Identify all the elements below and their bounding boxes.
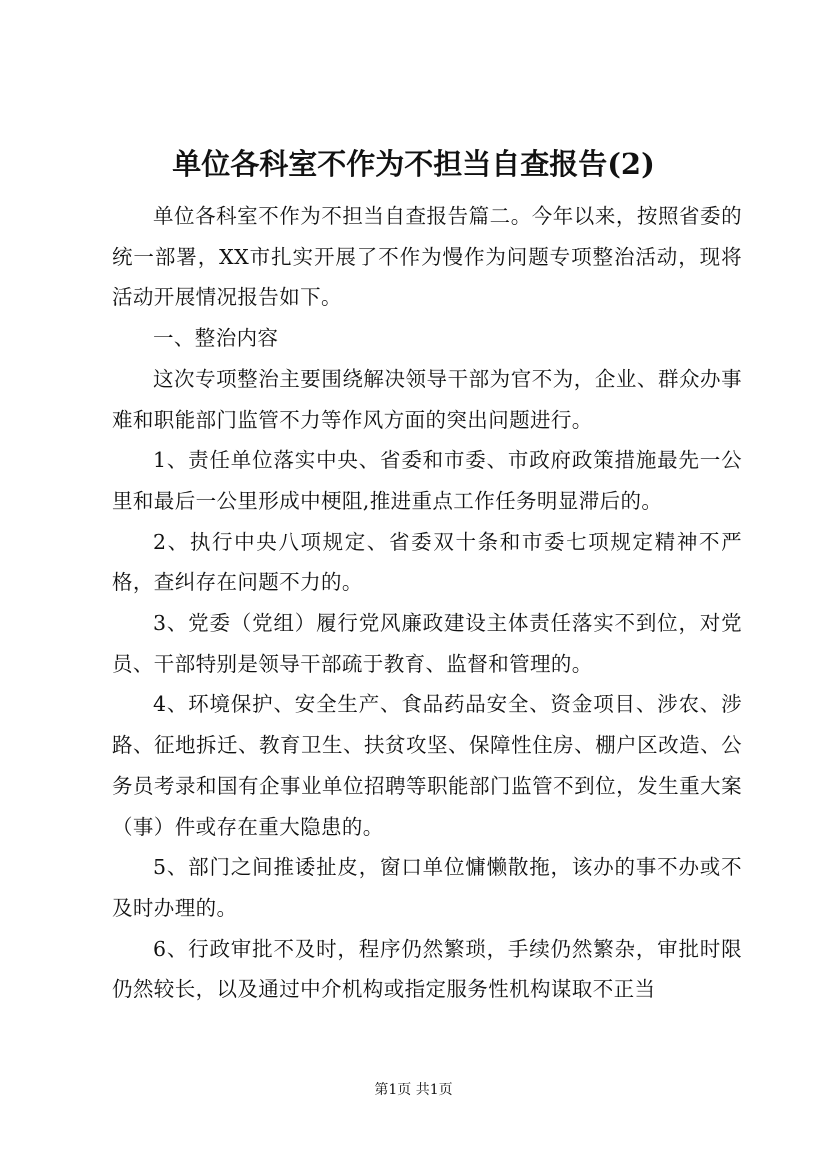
page-number-footer: 第1页 共1页 [374,1082,453,1098]
paragraph-item-5: 5、部门之间推诿扯皮，窗口单位慵懒散拖，该办的事不办或不及时办理的。 [112,855,742,920]
paragraph-overview: 这次专项整治主要围绕解决领导干部为官不为，企业、群众办事难和职能部门监管不力等作风方面的突出问题进行。 [112,366,742,432]
paragraph-item-1: 1、责任单位落实中央、省委和市委、市政府政策措施最先一公里和最后一公里形成中梗阻,推进重点工作任务明显滞后的。 [112,448,742,513]
paragraph-item-4: 4、环境保护、安全生产、食品药品安全、资金项目、涉农、涉路、征地拆迁、教育卫生、扶贫攻坚、保障性住房、棚户区改造、公务员考录和国有企事业单位招聘等职能部门监管不到位，发生重大案（事）件或存在重大隐患的。 [112,692,742,839]
document-body [112,196,742,1010]
document-title: 单位各科室不作为不担当自查报告(2) [172,147,655,181]
section-heading: 一、整治内容 [153,326,279,351]
paragraph-item-3: 3、党委（党组）履行党风廉政建设主体责任落实不到位，对党员、干部特别是领导干部疏于教育、监督和管理的。 [112,611,742,676]
paragraph-intro: 单位各科室不作为不担当自查报告篇二。今年以来，按照省委的统一部署，XX市扎实开展了不作为慢作为问题专项整治活动，现将活动开展情况报告如下。 [112,204,742,310]
paragraph-item-2: 2、执行中央八项规定、省委双十条和市委七项规定精神不严格，查纠存在问题不力的。 [112,529,742,595]
paragraph-item-6: 6、行政审批不及时，程序仍然繁琐，手续仍然繁杂，审批时限仍然较长，以及通过中介机构或指定服务性机构谋取不正当 [112,936,742,1002]
